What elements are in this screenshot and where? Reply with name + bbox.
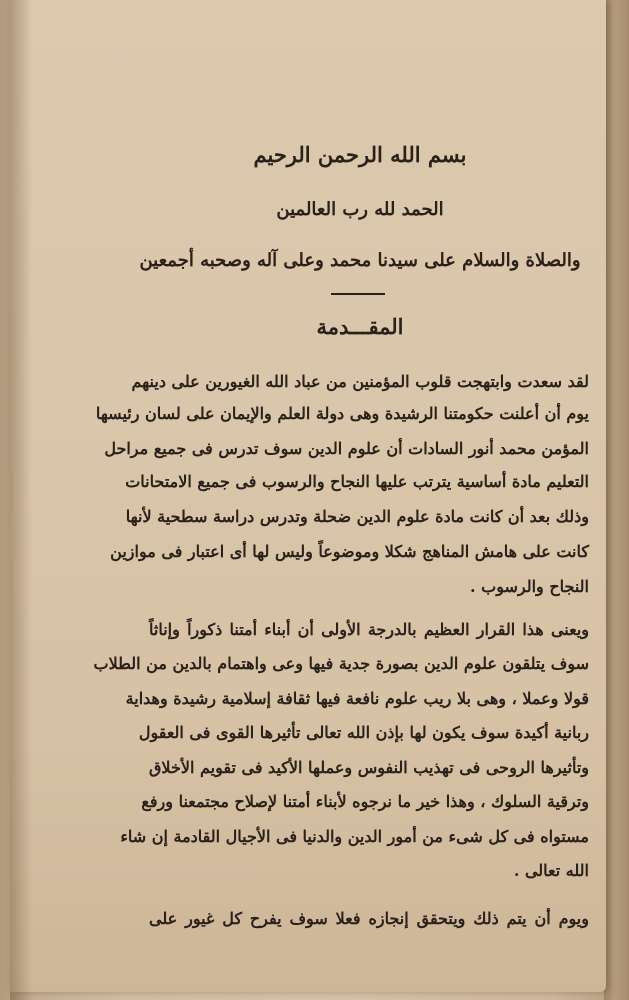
body-line: وتأثيرها الروحى فى تهذيب النفوس وعملها الأكيد فى تقويم الأخلاق xyxy=(149,758,589,777)
body-line: مستواه فى كل شىء من أمور الدين والدنيا فى الأجيال القادمة إن شاء xyxy=(120,827,589,846)
body-line: سوف يتلقون علوم الدين بصورة جدية فيها وعى واهتمام بالدين من الطلاب xyxy=(93,654,589,673)
hamd-line: الحمد لله رب العالمين xyxy=(276,199,444,220)
salat-line: والصلاة والسلام على سيدنا محمد وعلى آله وصحبه أجمعين xyxy=(139,250,581,271)
section-divider xyxy=(331,293,385,295)
section-heading: المقـــدمة xyxy=(316,314,404,339)
body-line: لقد سعدت وابتهجت قلوب المؤمنين من عباد الله الغيورين على دينهم xyxy=(131,372,589,391)
page-edge xyxy=(604,0,629,1000)
body-line: وترقية السلوك ، وهذا خير ما نرجوه لأبناء أمتنا لإصلاح مجتمعنا ورفع xyxy=(141,792,589,811)
body-line: الله تعالى . xyxy=(513,861,589,880)
body-line: المؤمن محمد أنور السادات أن علوم الدين سوف تدرس فى جميع مراحل xyxy=(104,439,589,458)
body-line: ويوم أن يتم ذلك ويتحقق إنجازه فعلا سوف يفرح كل غيور على xyxy=(149,909,589,928)
body-line: يوم أن أعلنت حكومتنا الرشيدة وهى دولة العلم والإيمان على لسان رئيسها xyxy=(95,404,589,423)
body-line: وذلك بعد أن كانت مادة علوم الدين ضحلة وتدرس دراسة سطحية لأنها xyxy=(125,507,589,526)
body-line: النجاح والرسوب . xyxy=(470,577,589,596)
page-fold-shadow xyxy=(10,0,32,1000)
body-line: ربانية أكيدة سوف يكون لها بإذن الله تعالى تأثيرها القوى فى العقول xyxy=(138,723,589,742)
body-line: قولا وعملا ، وهى بلا ريب علوم نافعة فيها ثقافة إسلامية رشيدة وهداية xyxy=(125,689,589,708)
body-line: كانت على هامش المناهج شكلا وموضوعاً وليس لها أى اعتبار فى موازين xyxy=(110,542,589,561)
body-line: التعليم مادة أساسية يترتب عليها النجاح والرسوب فى جميع الامتحانات xyxy=(125,472,589,491)
body-line: ويعنى هذا القرار العظيم بالدرجة الأولى أن أبناء أمتنا ذكوراً وإناثاً xyxy=(149,620,589,639)
basmala: بسم الله الرحمن الرحيم xyxy=(253,142,467,167)
